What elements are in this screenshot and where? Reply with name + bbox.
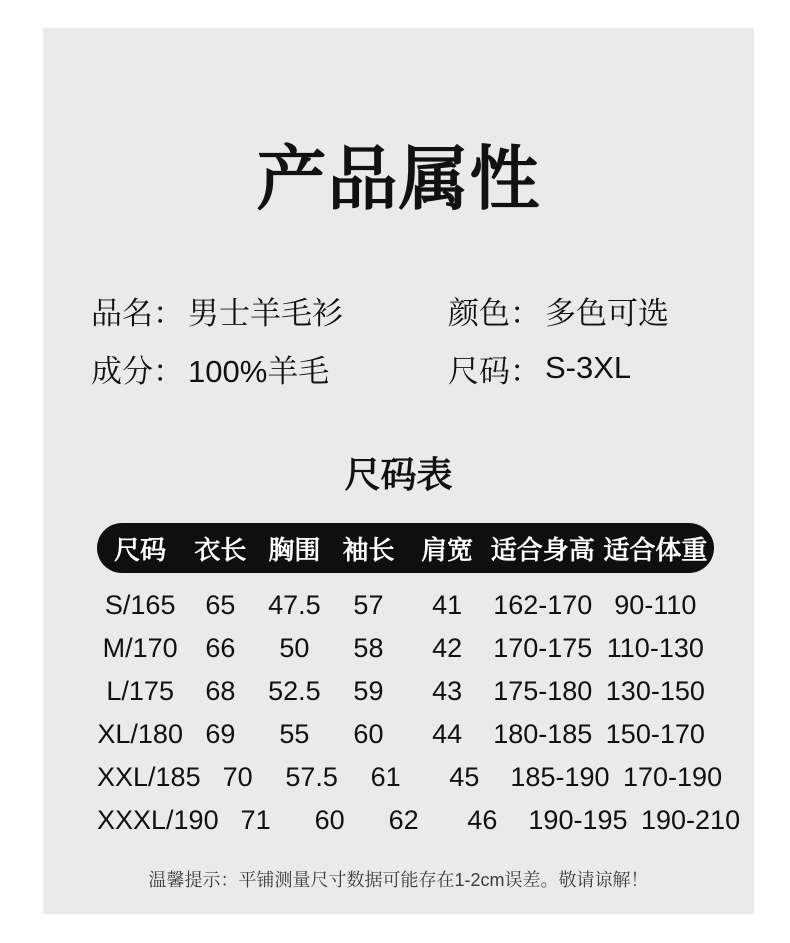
table-header-cell: 适合体重 bbox=[603, 534, 708, 565]
table-row bbox=[97, 584, 714, 627]
table-cell: 60 bbox=[314, 805, 345, 835]
attribute-row-name bbox=[91, 288, 448, 333]
product-attributes bbox=[91, 281, 740, 397]
table-cell: 57 bbox=[353, 590, 384, 620]
table-cell: 52.5 bbox=[268, 676, 321, 706]
table-cell: 42 bbox=[432, 633, 463, 663]
attribute-value: S-3XL bbox=[545, 350, 632, 385]
table-cell: 90-110 bbox=[614, 590, 697, 620]
table-cell: 41 bbox=[432, 590, 463, 620]
table-body bbox=[97, 584, 741, 842]
table-cell: 175-180 bbox=[493, 676, 593, 706]
table-cell: 170-175 bbox=[493, 633, 593, 663]
table-header-cell: 胸围 bbox=[268, 534, 321, 565]
table-header-cell: 适合身高 bbox=[490, 534, 595, 565]
table-header-cell: 袖长 bbox=[342, 534, 395, 565]
table-cell: 44 bbox=[432, 719, 463, 749]
table-cell: XL/180 bbox=[97, 719, 183, 749]
attribute-label: 成分： bbox=[91, 353, 184, 389]
size-chart-table bbox=[97, 523, 741, 842]
table-cell: 185-190 bbox=[510, 762, 610, 792]
table-cell: 190-210 bbox=[641, 805, 741, 835]
page-title: 产品属性 bbox=[256, 140, 541, 218]
table-cell: 50 bbox=[279, 633, 310, 663]
attribute-label: 尺码： bbox=[448, 353, 541, 389]
table-cell: 46 bbox=[467, 805, 498, 835]
table-row bbox=[97, 713, 714, 756]
table-cell: 70 bbox=[222, 762, 253, 792]
table-cell: 110-130 bbox=[606, 633, 704, 663]
table-cell: 47.5 bbox=[268, 590, 321, 620]
attribute-value: 100%羊毛 bbox=[188, 353, 330, 389]
table-cell: 57.5 bbox=[285, 762, 338, 792]
table-row bbox=[97, 627, 714, 670]
table-cell: 58 bbox=[353, 633, 384, 663]
attribute-row-color bbox=[448, 288, 740, 333]
table-row bbox=[97, 756, 723, 799]
table-cell: 180-185 bbox=[493, 719, 593, 749]
table-cell: 60 bbox=[353, 719, 384, 749]
attribute-row-size bbox=[448, 346, 740, 391]
table-cell: 190-195 bbox=[528, 805, 628, 835]
table-header-cell: 衣长 bbox=[194, 534, 247, 565]
table-cell: 55 bbox=[279, 719, 310, 749]
table-cell: S/165 bbox=[104, 590, 176, 620]
attribute-value: 男士羊毛衫 bbox=[188, 295, 343, 331]
table-cell: 69 bbox=[205, 719, 236, 749]
table-cell: 130-150 bbox=[605, 676, 705, 706]
table-header-row bbox=[97, 523, 714, 573]
table-cell: 45 bbox=[449, 762, 480, 792]
table-cell: 59 bbox=[353, 676, 384, 706]
table-row bbox=[97, 799, 741, 842]
table-cell: 62 bbox=[388, 805, 419, 835]
table-cell: L/175 bbox=[106, 676, 174, 706]
table-cell: 150-170 bbox=[605, 719, 705, 749]
table-cell: 71 bbox=[240, 805, 271, 835]
attribute-value: 多色可选 bbox=[545, 295, 669, 331]
table-cell: 65 bbox=[205, 590, 236, 620]
table-cell: 43 bbox=[432, 676, 463, 706]
attribute-label: 品名： bbox=[91, 295, 184, 331]
measurement-note: 温馨提示：平铺测量尺寸数据可能存在1-2cm误差。敬请谅解！ bbox=[148, 870, 649, 890]
table-cell: 66 bbox=[205, 633, 236, 663]
product-info-panel bbox=[43, 28, 754, 914]
table-cell: 162-170 bbox=[493, 590, 593, 620]
table-row bbox=[97, 670, 714, 713]
table-cell: M/170 bbox=[102, 633, 178, 663]
size-chart-title: 尺码表 bbox=[344, 454, 453, 495]
table-cell: 68 bbox=[205, 676, 236, 706]
table-cell: 170-190 bbox=[623, 762, 723, 792]
table-header-cell: 尺码 bbox=[114, 534, 167, 565]
table-cell: XXXL/190 bbox=[97, 805, 219, 835]
table-header-cell: 肩宽 bbox=[421, 534, 474, 565]
attribute-label: 颜色： bbox=[448, 295, 541, 331]
attribute-row-material bbox=[91, 346, 448, 391]
table-cell: XXL/185 bbox=[97, 762, 201, 792]
table-cell: 61 bbox=[370, 762, 401, 792]
